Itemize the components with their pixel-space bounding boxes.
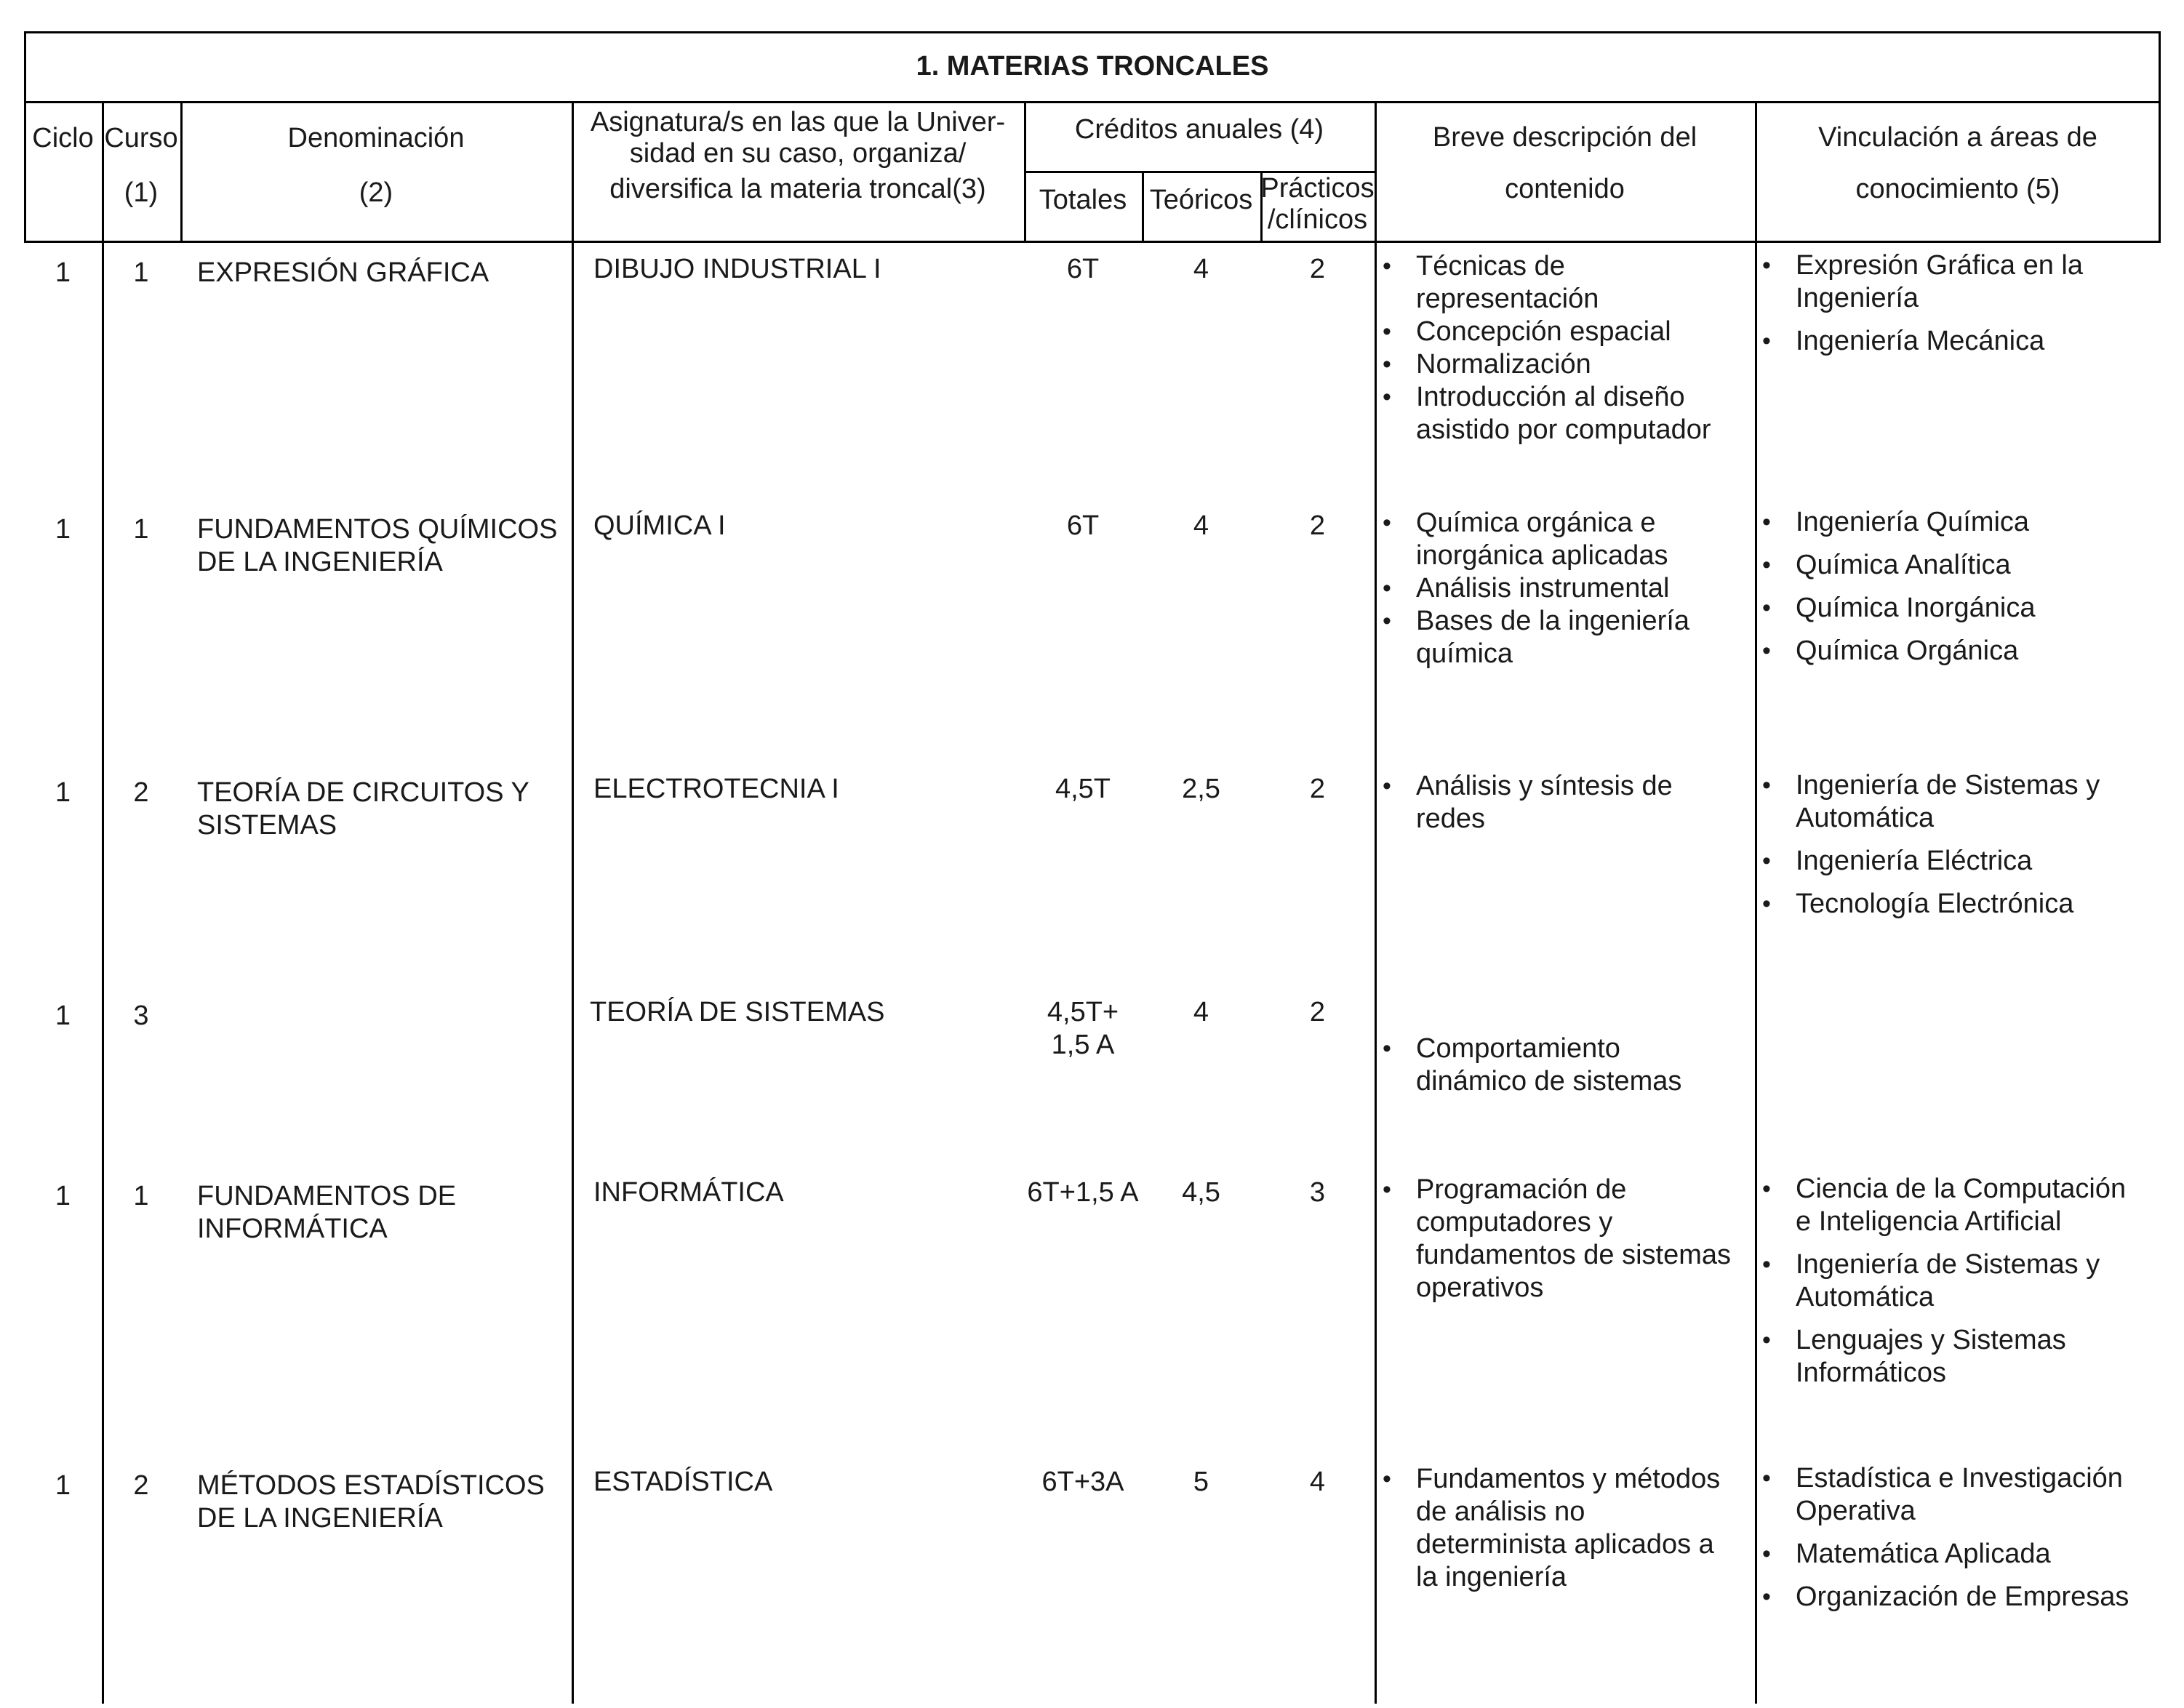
list-item (1375, 316, 1753, 348)
list-item-line: química (1416, 638, 1513, 669)
list-item-line: • Química Orgánica (1796, 636, 2019, 666)
list-item (1755, 549, 2159, 582)
row-curso: 2 (133, 777, 149, 808)
header-rule (24, 241, 2161, 243)
materias-troncales-table (24, 31, 2161, 1704)
list-item (1375, 1033, 1753, 1098)
row-descripcion (1375, 1033, 1753, 1098)
row-ciclo: 1 (55, 514, 71, 545)
list-item-line: • Análisis y síntesis de (1416, 771, 1673, 801)
row-teoricos: 5 (1193, 1467, 1209, 1497)
list-item-line: representación (1416, 284, 1599, 314)
header-creditos: Créditos anuales (4) (1074, 114, 1324, 145)
list-item-line: Informáticos (1796, 1358, 1946, 1388)
list-item (1755, 888, 2159, 921)
list-item-line: • Química Analítica (1796, 550, 2011, 580)
list-item-line: la ingeniería (1416, 1562, 1567, 1592)
row-asignatura: TEORÍA DE SISTEMAS (590, 997, 885, 1027)
title-rule (24, 101, 2161, 103)
list-item (1755, 1248, 2159, 1314)
list-item (1375, 381, 1753, 446)
row-practicos: 2 (1309, 254, 1326, 284)
list-item-line: • Técnicas de (1416, 251, 1565, 281)
header-vinculacion-line2: conocimiento (5) (1855, 174, 2060, 204)
list-item (1375, 572, 1753, 605)
header-curso: Curso (104, 123, 178, 153)
header-practicos-line2: /clínicos (1267, 204, 1368, 235)
list-item (1375, 770, 1753, 835)
row-denominacion: FUNDAMENTOS DE (197, 1181, 457, 1211)
row-areas (1755, 506, 2159, 678)
list-item (1755, 1581, 2159, 1613)
list-item-line: • Comportamiento (1416, 1033, 1620, 1064)
list-item-line: dinámico de sistemas (1416, 1066, 1682, 1096)
row-practicos: 4 (1309, 1467, 1326, 1497)
list-item (1755, 1324, 2159, 1390)
row-curso: 3 (133, 1001, 149, 1031)
list-item-line: • Estadística e Investigación (1796, 1463, 2123, 1494)
header-curso-note: (1) (124, 177, 159, 208)
row-totales: 4,5T (1055, 774, 1111, 804)
list-item-line: inorgánica aplicadas (1416, 540, 1668, 571)
header-denominacion-note: (2) (359, 177, 393, 208)
list-item (1755, 325, 2159, 358)
row-denominacion: INFORMÁTICA (197, 1214, 388, 1244)
list-item-line: Ingeniería (1796, 283, 1919, 313)
list-item (1755, 769, 2159, 835)
list-item-line: • Expresión Gráfica en la (1796, 250, 2083, 281)
row-totales: 1,5 A (1051, 1030, 1115, 1060)
row-practicos: 2 (1309, 510, 1326, 541)
row-denominacion: DE LA INGENIERÍA (197, 547, 443, 577)
row-descripcion (1375, 507, 1753, 670)
list-item-line: • Introducción al diseño (1416, 382, 1685, 412)
list-item (1375, 605, 1753, 670)
list-item-line: determinista aplicados a (1416, 1529, 1714, 1560)
list-item (1755, 1538, 2159, 1571)
header-asignatura-line1: Asignatura/s en las que la Univer- (590, 107, 1006, 137)
row-totales: 6T+1,5 A (1027, 1177, 1139, 1208)
row-totales: 6T (1066, 254, 1100, 284)
header-totales: Totales (1039, 185, 1127, 215)
row-totales: 6T (1066, 510, 1100, 541)
list-item-line: • Tecnología Electrónica (1796, 889, 2074, 919)
list-item-line: • Matemática Aplicada (1796, 1539, 2051, 1569)
list-item-line: fundamentos de sistemas (1416, 1240, 1732, 1270)
row-asignatura: ESTADÍSTICA (593, 1467, 773, 1497)
row-asignatura: QUÍMICA I (593, 510, 726, 541)
list-item-line: e Inteligencia Artificial (1796, 1206, 2062, 1237)
header-vinculacion-line1: Vinculación a áreas de (1818, 122, 2097, 153)
row-teoricos: 2,5 (1182, 774, 1220, 804)
row-teoricos: 4 (1193, 997, 1209, 1027)
row-ciclo: 1 (55, 257, 71, 288)
list-item-line: • Ingeniería de Sistemas y (1796, 770, 2100, 801)
list-item (1755, 845, 2159, 878)
row-ciclo: 1 (55, 1001, 71, 1031)
list-item-line: computadores y (1416, 1207, 1613, 1238)
row-asignatura: ELECTROTECNIA I (593, 774, 839, 804)
list-item-line: Operativa (1796, 1496, 1916, 1526)
list-item-line: • Química orgánica e (1416, 508, 1656, 538)
row-denominacion: FUNDAMENTOS QUÍMICOS (197, 514, 558, 545)
row-denominacion: TEORÍA DE CIRCUITOS Y (197, 777, 529, 808)
list-item-line: • Bases de la ingeniería (1416, 606, 1690, 636)
row-descripcion (1375, 1174, 1753, 1304)
row-denominacion: SISTEMAS (197, 810, 337, 841)
header-ciclo: Ciclo (32, 123, 94, 153)
table-title: 1. MATERIAS TRONCALES (916, 51, 1269, 81)
header-practicos-line1: Prácticos (1260, 173, 1375, 204)
row-totales: 4,5T+ (1047, 997, 1119, 1027)
row-teoricos: 4 (1193, 254, 1209, 284)
list-item (1375, 348, 1753, 381)
list-item-line: redes (1416, 803, 1486, 834)
list-item-line: de análisis no (1416, 1496, 1585, 1527)
row-ciclo: 1 (55, 777, 71, 808)
row-asignatura: DIBUJO INDUSTRIAL I (593, 254, 881, 284)
list-item-line: • Ingeniería Mecánica (1796, 326, 2045, 356)
list-item-line: • Programación de (1416, 1174, 1627, 1205)
list-item (1375, 250, 1753, 316)
row-curso: 1 (133, 514, 149, 545)
list-item-line: • Organización de Empresas (1796, 1581, 2129, 1612)
row-practicos: 3 (1309, 1177, 1326, 1208)
list-item (1375, 1174, 1753, 1304)
list-item (1755, 635, 2159, 667)
list-item (1755, 506, 2159, 539)
list-item-line: • Ciencia de la Computación (1796, 1174, 2127, 1204)
list-item-line: Automática (1796, 803, 1935, 833)
row-curso: 1 (133, 1181, 149, 1211)
header-descripcion-line2: contenido (1505, 174, 1625, 204)
row-practicos: 2 (1309, 997, 1326, 1027)
row-descripcion (1375, 250, 1753, 446)
header-asignatura-line2: sidad en su caso, organiza/ (629, 138, 967, 169)
list-item (1755, 1173, 2159, 1238)
row-descripcion (1375, 1463, 1753, 1594)
col-rule-curso (102, 101, 104, 1704)
row-areas (1755, 1462, 2159, 1624)
row-areas (1755, 1173, 2159, 1400)
header-teoricos: Teóricos (1149, 185, 1253, 215)
list-item (1755, 249, 2159, 315)
list-item-line: • Fundamentos y métodos (1416, 1464, 1721, 1494)
row-descripcion (1375, 770, 1753, 835)
table-border-top (24, 31, 2161, 33)
list-item-line: asistido por computador (1416, 414, 1711, 445)
row-practicos: 2 (1309, 774, 1326, 804)
list-item (1375, 1463, 1753, 1594)
list-item (1755, 592, 2159, 625)
list-item-line: • Concepción espacial (1416, 316, 1671, 347)
row-denominacion: EXPRESIÓN GRÁFICA (197, 257, 489, 288)
list-item-line: Automática (1796, 1282, 1935, 1312)
list-item-line: • Normalización (1416, 349, 1591, 380)
list-item-line: • Análisis instrumental (1416, 573, 1670, 604)
row-teoricos: 4 (1193, 510, 1209, 541)
row-ciclo: 1 (55, 1181, 71, 1211)
list-item-line: • Ingeniería Química (1796, 507, 2030, 537)
list-item-line: • Química Inorgánica (1796, 593, 2036, 623)
header-denominacion: Denominación (287, 123, 465, 153)
header-asignatura-line3: diversifica la materia troncal(3) (609, 174, 986, 204)
row-totales: 6T+3A (1041, 1467, 1124, 1497)
row-curso: 2 (133, 1470, 149, 1501)
col-rule-asignatura (572, 101, 574, 1704)
row-denominacion: MÉTODOS ESTADÍSTICOS (197, 1470, 545, 1501)
list-item-line: operativos (1416, 1272, 1544, 1303)
row-areas (1755, 769, 2159, 931)
row-denominacion: DE LA INGENIERÍA (197, 1503, 443, 1533)
list-item-line: • Ingeniería de Sistemas y (1796, 1249, 2100, 1280)
row-curso: 1 (133, 257, 149, 288)
list-item (1755, 1462, 2159, 1528)
list-item-line: • Ingeniería Eléctrica (1796, 846, 2033, 876)
row-asignatura: INFORMÁTICA (593, 1177, 784, 1208)
header-descripcion-line1: Breve descripción del (1432, 122, 1697, 153)
list-item-line: • Lenguajes y Sistemas (1796, 1325, 2066, 1355)
row-areas (1755, 249, 2159, 368)
list-item (1375, 507, 1753, 572)
row-ciclo: 1 (55, 1470, 71, 1501)
row-teoricos: 4,5 (1182, 1177, 1220, 1208)
